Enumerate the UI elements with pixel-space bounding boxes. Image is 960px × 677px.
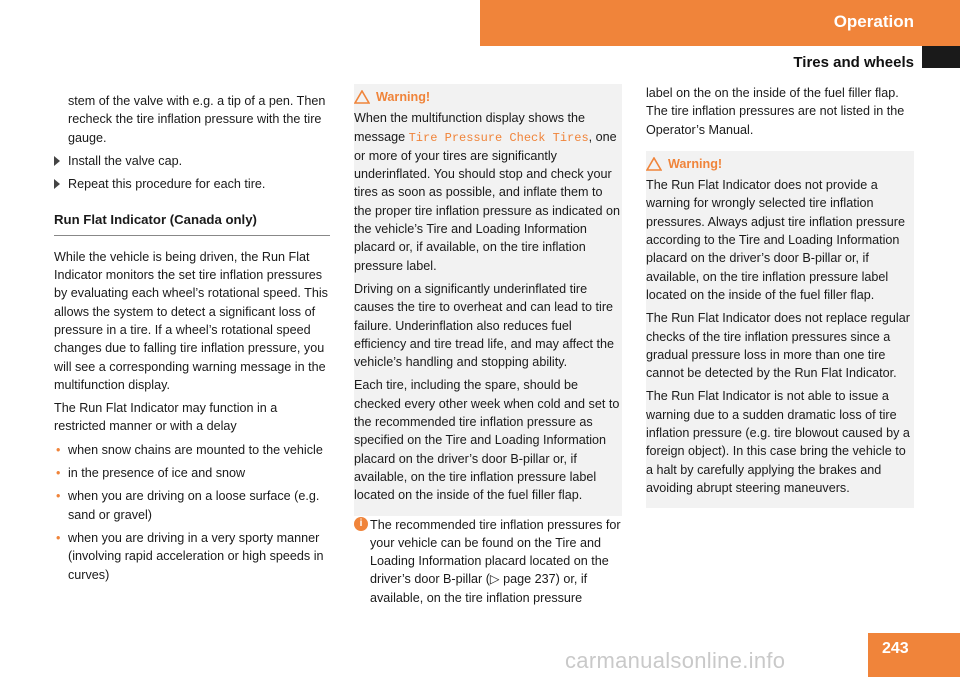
warning-box <box>354 84 622 516</box>
warning-paragraph: The Run Flat Indicator does not replace regular checks of the tire inflation pressures since a gradual pressure loss in more than one tire cannot be detected by the Run Flat Indicator. <box>646 311 910 381</box>
warning-paragraph: When the multifunction display shows the message Tire Pressure Check Tires, one or more of your tires are significantly underinflated. You should stop and check your tires as soon as possible, and inflate them to the proper tire inflation pressure as indicated on the vehicle’s Tire and Loading Information placard or, if available, on the tire inflation pressure label. <box>354 111 621 273</box>
bullet-icon: • <box>56 442 61 457</box>
list-item: • in the presence of ice and snow <box>54 464 330 482</box>
column-1 <box>54 92 330 589</box>
list-item: • when you are driving in a very sporty manner (involving rapid acceleration or high speeds in curves) <box>56 530 324 582</box>
section-heading: Run Flat Indicator (Canada only) <box>54 211 330 235</box>
paragraph: label on the on the inside of the fuel filler flap. The tire inflation pressures are not listed in the Operator’s Manual. <box>646 86 905 137</box>
subsection-title: Tires and wheels <box>793 54 914 71</box>
header-marker <box>922 46 960 68</box>
intro-text: stem of the valve with e.g. a tip of a pen. Then recheck the tire inflation pressure with the tire gauge. <box>68 94 326 145</box>
page-reference[interactable]: ▷ page 237 <box>489 572 556 587</box>
warning-box <box>646 151 914 508</box>
bullet-icon: • <box>56 466 61 481</box>
info-note: i The recommended tire inflation pressures for your vehicle can be found on the Tire and Loading Information placard located on the driver’s door B-pillar (▷ page 237) or, if available, on the tire inflation pressure <box>354 516 622 607</box>
bullet-icon: • <box>56 530 61 545</box>
step-item: Install the valve cap. <box>54 152 330 170</box>
warning-triangle-icon <box>354 90 370 104</box>
warning-paragraph: Driving on a significantly underinflated tire causes the tire to overheat and can lead to tire failure. Underinflation also reduces fuel efficiency and tire tread life, and may affect the vehicle’s handling and stopping ability. <box>354 281 614 370</box>
page-number: 243 <box>882 640 909 657</box>
list-item: • when you are driving on a loose surface (e.g. sand or gravel) <box>56 489 320 522</box>
warning-paragraph: The Run Flat Indicator is not able to issue a warning due to a sudden dramatic loss of tire inflation pressure (e.g. tire blowout caused by a foreign object). In this case bring the vehicle to a halt by carefully applying the brakes and avoiding abrupt steering maneuvers. <box>646 389 910 495</box>
warning-triangle-icon <box>646 157 662 171</box>
paragraph: The Run Flat Indicator may function in a restricted manner or with a delay <box>54 401 278 434</box>
list-item: • when snow chains are mounted to the vehicle <box>54 441 330 459</box>
section-tab <box>480 0 960 46</box>
page-number-tab <box>868 633 960 677</box>
column-3 <box>646 84 914 508</box>
warning-paragraph: Each tire, including the spare, should be checked every other week when cold and set to the recommended tire inflation pressure as specified on the Tire and Loading Information placard on the driver’s door B-pillar or, if available, on the tire inflation pressure label located on the inside of the fuel filler flap. <box>354 378 620 503</box>
section-title: Operation <box>833 12 914 31</box>
paragraph: While the vehicle is being driven, the Run Flat Indicator monitors the set tire inflation pressures by evaluating each wheel’s rotational speed. This allows the system to detect a significant loss of pressure in a tire. If a wheel’s rotational speed changes due to falling tire inflation pressure, you will see a corresponding warning message in the multifunction display. <box>54 249 328 392</box>
column-2 <box>354 84 622 612</box>
warning-paragraph: The Run Flat Indicator does not provide a warning for wrongly selected tire inflation pressures. Always adjust tire inflation pressure according to the Tire and Loading Information placard on the driver’s door B-pillar or, if available, on the tire inflation pressure label located on the inside of the fuel filler flap. <box>646 178 905 302</box>
step-arrow-icon <box>54 156 60 166</box>
warning-heading: Warning! <box>646 155 914 173</box>
warning-heading: Warning! <box>354 88 622 106</box>
info-icon: i <box>354 517 368 531</box>
watermark: carmanualsonline.info <box>565 648 786 673</box>
step-arrow-icon <box>54 179 60 189</box>
bullet-icon: • <box>56 489 61 504</box>
step-item: Repeat this procedure for each tire. <box>54 175 330 193</box>
display-message: Tire Pressure Check Tires <box>408 130 589 145</box>
